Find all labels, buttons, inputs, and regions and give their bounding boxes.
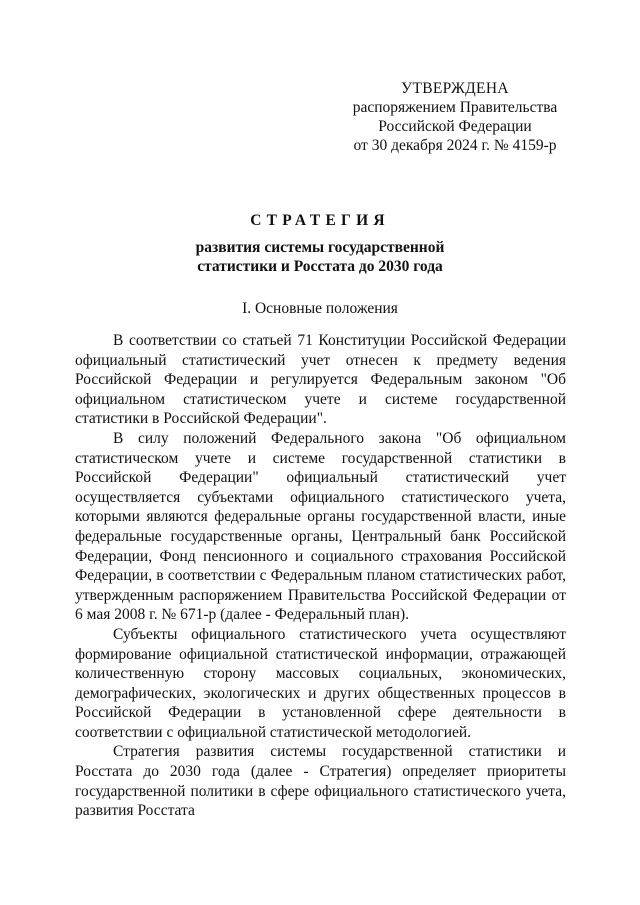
approval-country: Российской Федерации bbox=[378, 118, 532, 135]
document-subtitle-line-1: развития системы государственной bbox=[195, 239, 445, 256]
paragraph: В соответствии со статьей 71 Конституции Российской Федерации официальный статистический учет отнесен к предмету ведения Российской Федерации и регулируется Федеральным законом "Об официальном статистическом учете и системе государственной статистики в Российской Федерации". bbox=[75, 332, 566, 428]
approved-label: УТВЕРЖДЕНА bbox=[401, 80, 509, 97]
paragraph: В силу положений Федерального закона "Об официальном статистическом учете и системе государственной статистики в Российской Федерации" официальный статистический учет осуществляется субъектами официального статистического учета, которыми являются федеральные органы государственной власти, иные федеральные государственные органы, Центральный банк Российской Федерации, Фонд пенсионного и социального страхования Российской Федерации, в соответствии с Федеральным планом статистических работ, утвержденным распоряжением Правительства Российской Федерации от 6 мая 2008 г. № 671-р (далее - Федеральный план). bbox=[75, 429, 566, 624]
paragraph: Стратегия развития системы государственной статистики и Росстата до 2030 года (далее - Стратегия) определяет приоритеты государственной политики в сфере официального статистического учета, развития Росстата bbox=[75, 743, 566, 820]
document-body bbox=[75, 331, 566, 821]
document-subtitle bbox=[0, 238, 640, 276]
paragraph: Субъекты официального статистического учета осуществляют формирование официальной статистической информации, отражающей количественную сторону массовых социальных, экономических, демографических, экологических и других общественных процессов в Российской Федерации в установленной сфере деятельности в соответствии с официальной статистической методологией. bbox=[75, 625, 566, 741]
section-heading: I. Основные положения bbox=[242, 300, 398, 317]
approval-date-number: от 30 декабря 2024 г. № 4159-р bbox=[353, 137, 557, 154]
approval-issuer: распоряжением Правительства bbox=[352, 99, 558, 116]
document-title: СТРАТЕГИЯ bbox=[250, 212, 390, 229]
document-subtitle-line-2: статистики и Росстата до 2030 года bbox=[197, 258, 443, 275]
approval-stamp bbox=[330, 79, 580, 155]
document-title-block bbox=[0, 211, 640, 276]
